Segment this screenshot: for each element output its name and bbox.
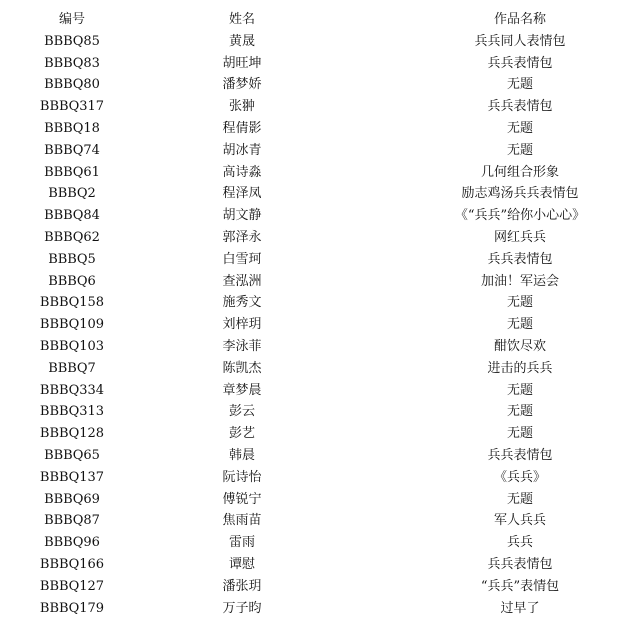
cell-id: BBBQ317 xyxy=(39,99,105,115)
cell-name: 程泽凤 xyxy=(222,186,262,202)
table-row xyxy=(0,532,624,554)
table-row xyxy=(0,31,624,53)
cell-name: 谭慰 xyxy=(228,556,255,572)
cell-id: BBBQ179 xyxy=(39,600,105,616)
cell-name: 程倩影 xyxy=(222,120,262,136)
cell-id: BBBQ74 xyxy=(44,142,100,158)
entries-table xyxy=(0,9,624,619)
header-name: 姓名 xyxy=(228,12,255,27)
cell-work-title: 兵兵表情包 xyxy=(487,556,553,572)
cell-work-title: 无题 xyxy=(506,491,533,507)
cell-name: 郭泽永 xyxy=(222,229,262,245)
table-row xyxy=(0,380,624,402)
cell-work-title: 无题 xyxy=(506,404,533,420)
cell-work-title: 无题 xyxy=(506,426,533,442)
cell-work-title: 无题 xyxy=(506,382,533,398)
cell-work-title: “兵兵”表情包 xyxy=(480,578,560,594)
cell-name: 刘梓玥 xyxy=(222,317,262,333)
cell-name: 施秀文 xyxy=(222,295,262,311)
table-row xyxy=(0,423,624,445)
table-row xyxy=(0,445,624,467)
cell-id: BBBQ103 xyxy=(39,338,105,354)
table-row xyxy=(0,510,624,532)
cell-name: 陈凯杰 xyxy=(222,360,262,376)
cell-id: BBBQ69 xyxy=(44,491,100,507)
cell-id: BBBQ85 xyxy=(44,33,100,49)
table-row xyxy=(0,314,624,336)
cell-work-title: 《兵兵》 xyxy=(493,469,546,485)
cell-work-title: 加油！军运会 xyxy=(480,273,559,289)
cell-work-title: 兵兵同人表情包 xyxy=(474,33,566,49)
table-row xyxy=(0,249,624,271)
cell-name: 阮诗怡 xyxy=(222,469,262,485)
cell-name: 潘张玥 xyxy=(222,578,262,594)
header-id: 编号 xyxy=(58,12,85,27)
header-work-title: 作品名称 xyxy=(493,12,546,27)
table-row xyxy=(0,183,624,205)
cell-work-title: 酣饮尽欢 xyxy=(493,338,546,354)
table-row xyxy=(0,401,624,423)
cell-name: 焦雨苗 xyxy=(222,513,262,529)
table-row xyxy=(0,96,624,118)
cell-work-title: 无题 xyxy=(506,120,533,136)
cell-id: BBBQ7 xyxy=(48,360,96,376)
cell-work-title: 网红兵兵 xyxy=(493,229,546,245)
table-row xyxy=(0,205,624,227)
cell-work-title: 兵兵 xyxy=(506,535,533,551)
table-body xyxy=(0,31,624,620)
table-row xyxy=(0,576,624,598)
cell-id: BBBQ6 xyxy=(48,273,96,289)
cell-name: 李泳菲 xyxy=(222,338,262,354)
table-row xyxy=(0,271,624,293)
cell-work-title: 军人兵兵 xyxy=(493,513,546,529)
cell-id: BBBQ18 xyxy=(44,120,100,136)
cell-work-title: 兵兵表情包 xyxy=(487,251,553,267)
cell-name: 胡文静 xyxy=(222,208,262,224)
cell-id: BBBQ334 xyxy=(39,382,105,398)
table-row xyxy=(0,74,624,96)
cell-name: 彭艺 xyxy=(228,426,255,442)
cell-work-title: 无题 xyxy=(506,77,533,93)
cell-name: 高诗淼 xyxy=(222,164,262,180)
cell-work-title: 励志鸡汤兵兵表情包 xyxy=(461,186,579,202)
table-row xyxy=(0,467,624,489)
cell-name: 胡旺坤 xyxy=(222,55,262,71)
cell-work-title: 《“兵兵”给你小心心》 xyxy=(454,208,586,224)
table-row xyxy=(0,489,624,511)
cell-id: BBBQ96 xyxy=(44,535,100,551)
cell-name: 韩晨 xyxy=(228,447,255,463)
table-row xyxy=(0,162,624,184)
cell-id: BBBQ127 xyxy=(39,578,105,594)
cell-name: 彭云 xyxy=(228,404,255,420)
cell-work-title: 无题 xyxy=(506,142,533,158)
table-row xyxy=(0,358,624,380)
cell-work-title: 兵兵表情包 xyxy=(487,55,553,71)
table-row xyxy=(0,53,624,75)
cell-name: 胡冰青 xyxy=(222,142,262,158)
cell-id: BBBQ128 xyxy=(39,426,105,442)
cell-name: 潘梦娇 xyxy=(222,77,262,93)
cell-work-title: 几何组合形象 xyxy=(480,164,559,180)
cell-name: 张翀 xyxy=(228,99,255,115)
table-row xyxy=(0,292,624,314)
cell-name: 章梦晨 xyxy=(222,382,262,398)
cell-name: 查泓洲 xyxy=(222,273,262,289)
cell-id: BBBQ137 xyxy=(39,469,105,485)
cell-name: 万子昀 xyxy=(222,600,262,616)
table-row xyxy=(0,227,624,249)
table-row xyxy=(0,554,624,576)
cell-work-title: 兵兵表情包 xyxy=(487,99,553,115)
cell-id: BBBQ61 xyxy=(44,164,100,180)
cell-id: BBBQ5 xyxy=(48,251,96,267)
cell-id: BBBQ84 xyxy=(44,208,100,224)
cell-id: BBBQ80 xyxy=(44,77,100,93)
cell-id: BBBQ2 xyxy=(48,186,96,202)
table-row xyxy=(0,118,624,140)
cell-id: BBBQ166 xyxy=(39,556,105,572)
cell-work-title: 兵兵表情包 xyxy=(487,447,553,463)
cell-work-title: 过早了 xyxy=(500,600,540,616)
cell-id: BBBQ83 xyxy=(44,55,100,71)
table-row xyxy=(0,140,624,162)
cell-id: BBBQ65 xyxy=(44,447,100,463)
cell-name: 黄晟 xyxy=(228,33,255,49)
cell-work-title: 进击的兵兵 xyxy=(487,360,553,376)
cell-id: BBBQ87 xyxy=(44,513,100,529)
table-row xyxy=(0,598,624,620)
cell-id: BBBQ313 xyxy=(39,404,105,420)
cell-name: 白雪珂 xyxy=(222,251,262,267)
cell-id: BBBQ158 xyxy=(39,295,105,311)
cell-name: 雷雨 xyxy=(228,535,255,551)
table-header-row xyxy=(0,9,624,31)
table-row xyxy=(0,336,624,358)
cell-id: BBBQ109 xyxy=(39,317,105,333)
cell-name: 傅锐宁 xyxy=(222,491,262,507)
cell-id: BBBQ62 xyxy=(44,229,100,245)
cell-work-title: 无题 xyxy=(506,295,533,311)
cell-work-title: 无题 xyxy=(506,317,533,333)
